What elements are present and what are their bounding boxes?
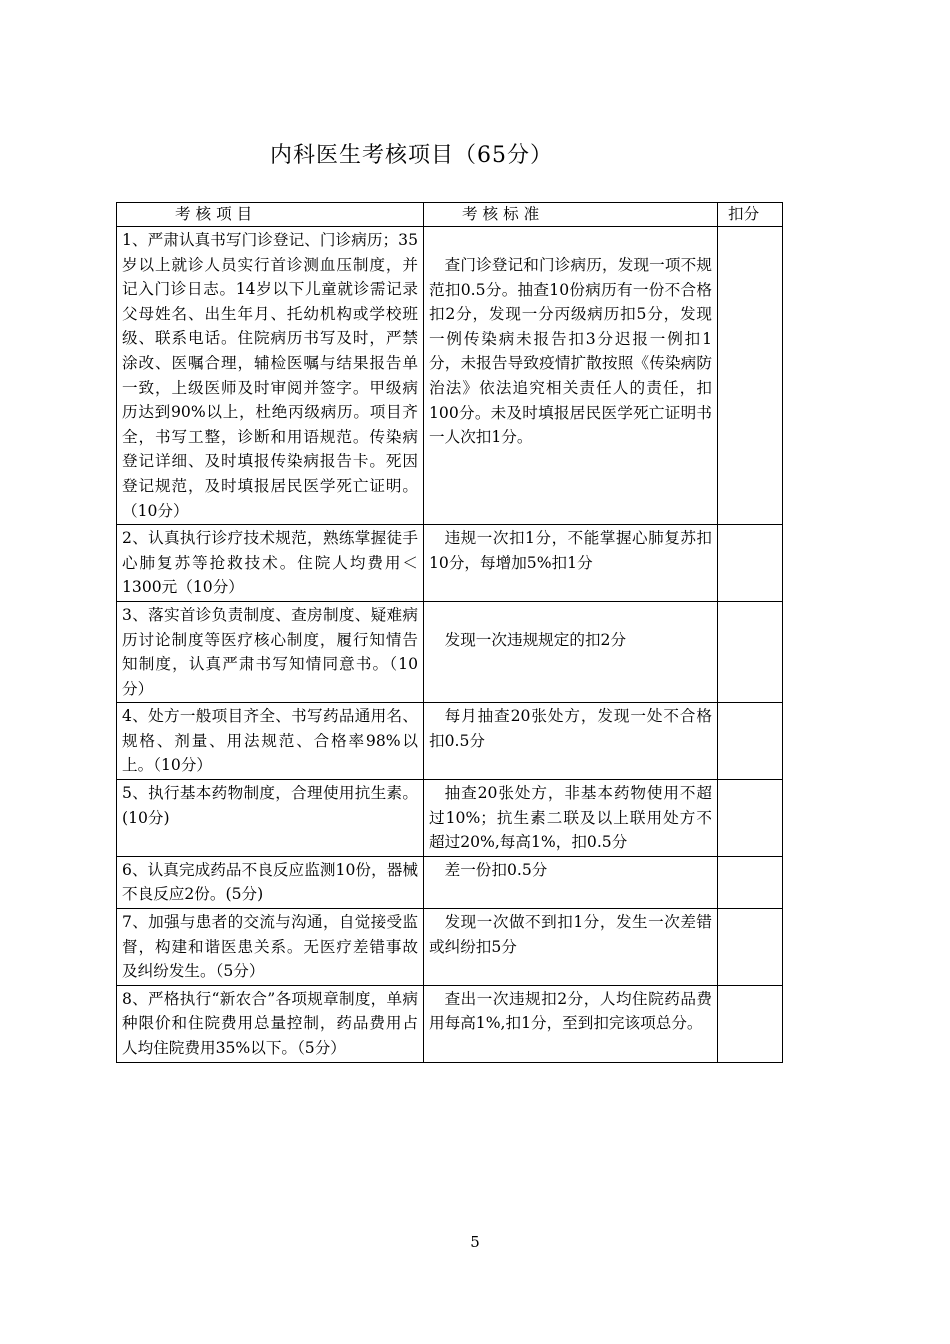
- table-row: [117, 227, 783, 525]
- table-row: [117, 601, 783, 702]
- table-row: [117, 525, 783, 602]
- table-row: [117, 856, 783, 908]
- item-cell: 2、认真执行诊疗技术规范，熟练掌握徒手心肺复苏等抢救技术。住院人均费用＜1300元（10分）: [117, 525, 424, 602]
- item-cell: 4、处方一般项目齐全、书写药品通用名、规格、剂量、用法规范、合格率98%以上。（10分）: [117, 703, 424, 780]
- item-cell: 8、严格执行“新农合”各项规章制度，单病种限价和住院费用总量控制，药品费用占人均住院费用35%以下。（5分）: [117, 985, 424, 1062]
- deduction-cell[interactable]: [718, 856, 783, 908]
- header-item: 考 核 项 目: [117, 203, 424, 227]
- deduction-cell[interactable]: [718, 703, 783, 780]
- deduction-cell[interactable]: [718, 985, 783, 1062]
- standard-cell: 差一份扣0.5分: [424, 856, 718, 908]
- standard-cell: 查出一次违规扣2分，人均住院药品费用每高1%,扣1分，至到扣完该项总分。: [424, 985, 718, 1062]
- table-row: [117, 703, 783, 780]
- header-deduction: 扣分: [718, 203, 783, 227]
- standard-cell: 违规一次扣1分，不能掌握心肺复苏扣10分，每增加5%扣1分: [424, 525, 718, 602]
- standard-cell: 每月抽查20张处方，发现一处不合格扣0.5分: [424, 703, 718, 780]
- assessment-table: [116, 202, 783, 1063]
- standard-cell: 发现一次做不到扣1分，发生一次差错或纠纷扣5分: [424, 909, 718, 986]
- page-number: 5: [470, 1233, 480, 1251]
- item-cell: 5、执行基本药物制度，合理使用抗生素。(10分): [117, 780, 424, 857]
- header-standard: 考 核 标 准: [424, 203, 718, 227]
- item-cell: 3、落实首诊负责制度、查房制度、疑难病历讨论制度等医疗核心制度，履行知情告知制度，认真严肃书写知情同意书。（10分）: [117, 601, 424, 702]
- table-row: [117, 985, 783, 1062]
- table-row: [117, 909, 783, 986]
- item-cell: 6、认真完成药品不良反应监测10份，器械不良反应2份。(5分): [117, 856, 424, 908]
- standard-cell: 发现一次违规规定的扣2分: [424, 601, 718, 702]
- deduction-cell[interactable]: [718, 909, 783, 986]
- table-header-row: [117, 203, 783, 227]
- deduction-cell[interactable]: [718, 601, 783, 702]
- deduction-cell[interactable]: [718, 780, 783, 857]
- page-title: 内科医生考核项目（65分）: [270, 143, 553, 168]
- table-row: [117, 780, 783, 857]
- deduction-cell[interactable]: [718, 525, 783, 602]
- deduction-cell[interactable]: [718, 227, 783, 525]
- item-cell: 7、加强与患者的交流与沟通，自觉接受监督，构建和谐医患关系。无医疗差错事故及纠纷发生。（5分）: [117, 909, 424, 986]
- item-cell: 1、严肃认真书写门诊登记、门诊病历；35岁以上就诊人员实行首诊测血压制度，并记入门诊日志。14岁以下儿童就诊需记录父母姓名、出生年月、托幼机构或学校班级、联系电话。住院病历书写及时，严禁涂改、医嘱合理，辅检医嘱与结果报告单一致，上级医师及时审阅并签字。甲级病历达到90%以上，杜绝丙级病历。项目齐全，书写工整，诊断和用语规范。传染病登记详细、及时填报传染病报告卡。死因登记规范，及时填报居民医学死亡证明。（10分）: [117, 227, 424, 525]
- standard-cell: 抽查20张处方，非基本药物使用不超过10%；抗生素二联及以上联用处方不超过20%,每高1%，扣0.5分: [424, 780, 718, 857]
- standard-cell: 查门诊登记和门诊病历，发现一项不规范扣0.5分。抽查10份病历有一份不合格扣2分，发现一分丙级病历扣5分，发现一例传染病未报告扣3分迟报一例扣1分，未报告导致疫情扩散按照《传染病防治法》依法追究相关责任人的责任，扣100分。未及时填报居民医学死亡证明书一人次扣1分。: [424, 227, 718, 525]
